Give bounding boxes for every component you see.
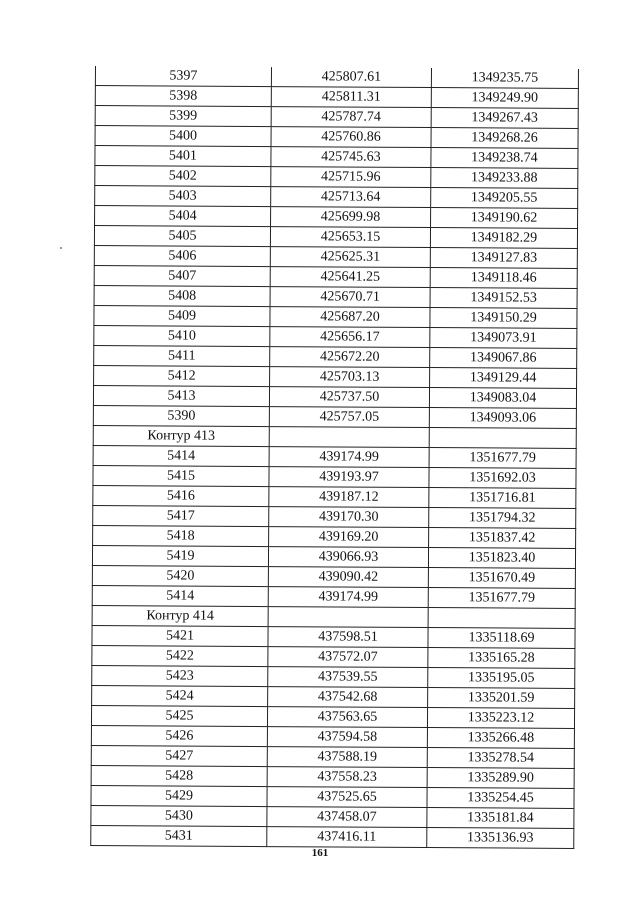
point-number-cell: 5397 (95, 66, 271, 87)
x-coordinate-cell: 437458.07 (267, 807, 427, 828)
x-coordinate-cell: 425713.64 (271, 187, 431, 208)
x-coordinate-cell: 437598.51 (268, 627, 428, 648)
empty-cell (429, 428, 576, 449)
x-coordinate-cell: 425807.61 (271, 67, 431, 87)
point-number-cell: 5409 (94, 305, 270, 326)
page-number: 161 (311, 847, 329, 859)
y-coordinate-cell: 1335289.90 (427, 768, 574, 789)
x-coordinate-cell: 425760.86 (271, 127, 431, 148)
point-number-cell: 5425 (91, 705, 267, 726)
point-number-cell: 5426 (91, 725, 267, 746)
x-coordinate-cell: 425787.74 (271, 107, 431, 128)
x-coordinate-cell: 425670.71 (270, 287, 430, 308)
point-number-cell: 5411 (94, 345, 270, 366)
point-number-cell: 5423 (92, 665, 268, 686)
x-coordinate-cell: 437525.65 (267, 787, 427, 808)
y-coordinate-cell: 1349150.29 (430, 308, 577, 329)
point-number-cell: 5414 (93, 445, 269, 466)
coordinates-table-body (91, 66, 579, 848)
point-number-cell: 5422 (92, 645, 268, 666)
point-number-cell: 5431 (91, 825, 267, 846)
x-coordinate-cell: 437594.58 (267, 727, 427, 748)
x-coordinate-cell: 437542.68 (268, 687, 428, 708)
point-number-cell: 5419 (92, 545, 268, 566)
y-coordinate-cell: 1335136.93 (427, 828, 574, 849)
y-coordinate-cell: 1351692.03 (429, 468, 576, 489)
y-coordinate-cell: 1349190.62 (431, 208, 578, 229)
x-coordinate-cell: 425745.63 (271, 147, 431, 168)
point-number-cell: 5420 (92, 565, 268, 586)
point-number-cell: 5408 (94, 285, 270, 306)
point-number-cell: 5399 (95, 106, 271, 127)
y-coordinate-cell: 1349152.53 (430, 288, 577, 309)
y-coordinate-cell: 1335181.84 (427, 808, 574, 829)
contour-label: Контур 413 (93, 425, 269, 446)
point-number-cell: 5404 (95, 206, 271, 227)
point-number-cell: 5400 (95, 126, 271, 147)
point-number-cell: 5414 (92, 585, 268, 606)
contour-header-row (92, 605, 575, 628)
x-coordinate-cell: 439066.93 (268, 547, 428, 568)
y-coordinate-cell: 1349073.91 (430, 328, 577, 349)
x-coordinate-cell: 425703.13 (270, 367, 430, 388)
point-number-cell: 5398 (95, 86, 271, 107)
y-coordinate-cell: 1351794.32 (429, 508, 576, 529)
x-coordinate-cell: 425715.96 (271, 167, 431, 188)
y-coordinate-cell: 1349233.88 (431, 168, 578, 189)
point-number-cell: 5427 (91, 745, 267, 766)
point-number-cell: 5417 (93, 505, 269, 526)
point-number-cell: 5421 (92, 625, 268, 646)
x-coordinate-cell: 439169.20 (269, 527, 429, 548)
point-number-cell: 5413 (93, 385, 269, 406)
y-coordinate-cell: 1349205.55 (431, 188, 578, 209)
coordinates-table (90, 66, 579, 849)
x-coordinate-cell: 439090.42 (268, 567, 428, 588)
x-coordinate-cell: 425687.20 (270, 307, 430, 328)
y-coordinate-cell: 1335254.45 (427, 788, 574, 809)
y-coordinate-cell: 1349067.86 (430, 348, 577, 369)
y-coordinate-cell: 1351716.81 (429, 488, 576, 509)
contour-header-row (93, 425, 576, 448)
y-coordinate-cell: 1349118.46 (430, 268, 577, 289)
x-coordinate-cell: 425737.50 (269, 387, 429, 408)
point-number-cell: 5402 (95, 166, 271, 187)
y-coordinate-cell: 1335223.12 (427, 708, 574, 729)
point-number-cell: 5405 (94, 226, 270, 247)
y-coordinate-cell: 1349268.26 (431, 128, 578, 149)
y-coordinate-cell: 1349127.83 (430, 248, 577, 269)
x-coordinate-cell: 425811.31 (271, 87, 431, 108)
scan-speck (60, 247, 62, 249)
x-coordinate-cell: 437563.65 (267, 707, 427, 728)
y-coordinate-cell: 1349093.06 (429, 408, 576, 429)
x-coordinate-cell: 425656.17 (270, 327, 430, 348)
x-coordinate-cell: 439193.97 (269, 467, 429, 488)
empty-cell (269, 427, 429, 448)
point-number-cell: 5416 (93, 485, 269, 506)
y-coordinate-cell: 1349267.43 (431, 108, 578, 129)
x-coordinate-cell: 439187.12 (269, 487, 429, 508)
point-number-cell: 5401 (95, 146, 271, 167)
y-coordinate-cell: 1335195.05 (428, 668, 575, 689)
y-coordinate-cell: 1335201.59 (428, 688, 575, 709)
point-number-cell: 5390 (93, 405, 269, 426)
x-coordinate-cell: 425699.98 (271, 207, 431, 228)
point-number-cell: 5428 (91, 765, 267, 786)
y-coordinate-cell: 1335118.69 (428, 628, 575, 649)
empty-cell (268, 607, 428, 628)
point-number-cell: 5403 (95, 186, 271, 207)
x-coordinate-cell: 439170.30 (269, 507, 429, 528)
x-coordinate-cell: 425625.31 (270, 247, 430, 268)
y-coordinate-cell: 1335278.54 (427, 748, 574, 769)
x-coordinate-cell: 425641.25 (270, 267, 430, 288)
y-coordinate-cell: 1351823.40 (428, 548, 575, 569)
y-coordinate-cell: 1351670.49 (428, 568, 575, 589)
point-number-cell: 5415 (93, 465, 269, 486)
x-coordinate-cell: 425653.15 (270, 227, 430, 248)
x-coordinate-cell: 437416.11 (267, 827, 427, 848)
point-number-cell: 5410 (94, 325, 270, 346)
empty-cell (428, 608, 575, 629)
x-coordinate-cell: 437588.19 (267, 747, 427, 768)
point-number-cell: 5418 (93, 525, 269, 546)
x-coordinate-cell: 439174.99 (268, 587, 428, 608)
y-coordinate-cell: 1349083.04 (429, 388, 576, 409)
point-number-cell: 5424 (92, 685, 268, 706)
y-coordinate-cell: 1335165.28 (428, 648, 575, 669)
point-number-cell: 5412 (94, 365, 270, 386)
x-coordinate-cell: 437558.23 (267, 767, 427, 788)
x-coordinate-cell: 425757.05 (269, 407, 429, 428)
x-coordinate-cell: 437539.55 (268, 667, 428, 688)
contour-label: Контур 414 (92, 605, 268, 626)
y-coordinate-cell: 1349182.29 (430, 228, 577, 249)
table-row (91, 825, 574, 848)
point-number-cell: 5429 (91, 785, 267, 806)
y-coordinate-cell: 1335266.48 (427, 728, 574, 749)
point-number-cell: 5407 (94, 265, 270, 286)
y-coordinate-cell: 1351837.42 (429, 528, 576, 549)
x-coordinate-cell: 425672.20 (270, 347, 430, 368)
point-number-cell: 5406 (94, 245, 270, 266)
y-coordinate-cell: 1349249.90 (431, 88, 578, 109)
x-coordinate-cell: 437572.07 (268, 647, 428, 668)
y-coordinate-cell: 1351677.79 (428, 588, 575, 609)
y-coordinate-cell: 1349235.75 (431, 68, 578, 88)
y-coordinate-cell: 1349238.74 (431, 148, 578, 169)
point-number-cell: 5430 (91, 805, 267, 826)
y-coordinate-cell: 1351677.79 (429, 448, 576, 469)
x-coordinate-cell: 439174.99 (269, 447, 429, 468)
y-coordinate-cell: 1349129.44 (430, 368, 577, 389)
